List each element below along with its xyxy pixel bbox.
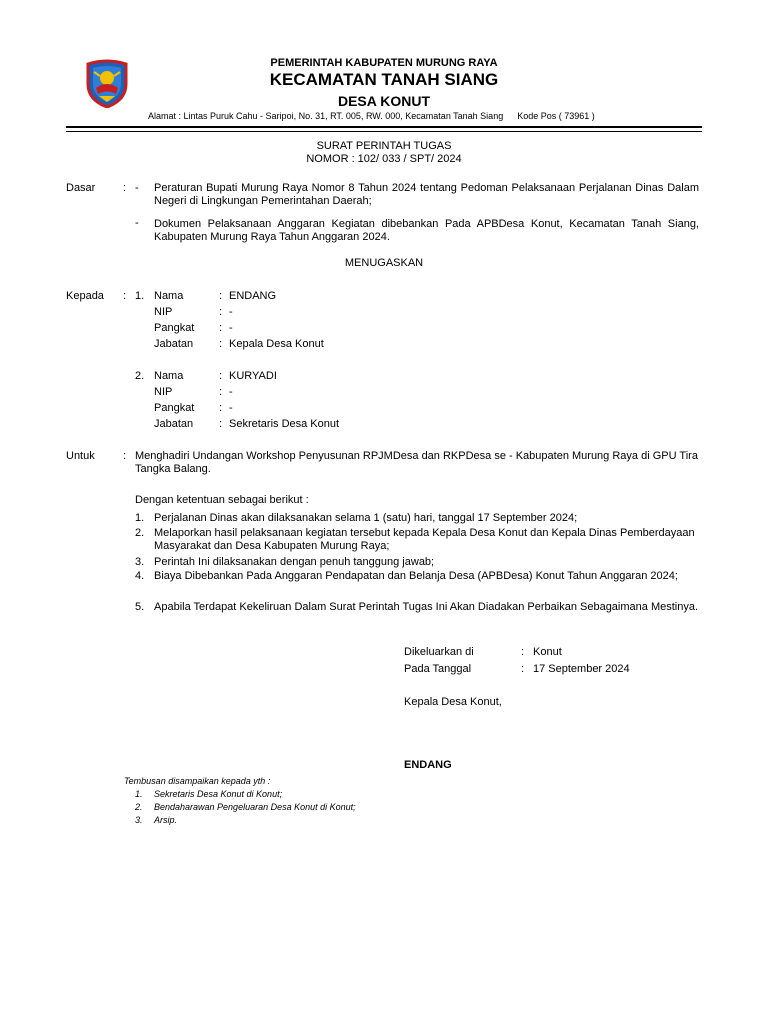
- person-field-colon: :: [219, 322, 223, 334]
- dasar-item-1: Peraturan Bupati Murung Raya Nomor 8 Tahun 2024 tentang Pedoman Pelaksanaan Perjalanan Dinas Dalam Negeri di Lingkungan Pemerintahan Daerah;: [154, 182, 699, 207]
- person-field-colon: :: [219, 306, 223, 318]
- condition-number: 1.: [135, 512, 145, 524]
- tembusan-number: 3.: [135, 815, 143, 825]
- tembusan-number: 1.: [135, 789, 143, 799]
- person-field-colon: :: [219, 386, 223, 398]
- condition-text: Perjalanan Dinas akan dilaksanakan selama 1 (satu) hari, tanggal 17 September 2024;: [154, 512, 578, 524]
- dasar-item-2: Dokumen Pelaksanaan Anggaran Kegiatan dibebankan Pada APBDesa Konut, Kecamatan Tanah Siang, Kabupaten Murung Raya Tahun Anggaran 2024.: [154, 218, 699, 243]
- person-field-colon: :: [219, 418, 223, 430]
- person-number: 2.: [135, 370, 145, 382]
- person-field-label: Nama: [154, 290, 184, 302]
- untuk-colon: :: [123, 450, 127, 462]
- signer-title: Kepala Desa Konut,: [404, 696, 502, 708]
- letterhead-address: Alamat : Lintas Puruk Cahu - Saripoi, No. 31, RT. 005, RW. 000, Kecamatan Tanah Siang: [148, 111, 504, 121]
- letter-number: NOMOR : 102/ 033 / SPT/ 2024: [306, 153, 462, 165]
- person-field-value: Sekretaris Desa Konut: [229, 418, 340, 430]
- letter-title: SURAT PERINTAH TUGAS: [316, 140, 452, 152]
- letterhead-village: DESA KONUT: [337, 93, 431, 109]
- tembusan-intro: Tembusan disampaikan kepada yth :: [124, 776, 271, 786]
- untuk-label: Untuk: [66, 450, 95, 462]
- person-field-colon: :: [219, 402, 223, 414]
- person-field-value: -: [229, 322, 233, 334]
- condition-number: 3.: [135, 556, 145, 568]
- menugaskan-heading: MENUGASKAN: [344, 257, 424, 269]
- tembusan-item: Sekretaris Desa Konut di Konut;: [154, 789, 283, 799]
- tembusan-item: Arsip.: [154, 815, 178, 825]
- person-field-value: ENDANG: [229, 290, 277, 302]
- person-field-label: Nama: [154, 370, 184, 382]
- issued-place-label: Dikeluarkan di: [404, 646, 474, 658]
- person-field-value: -: [229, 402, 233, 414]
- issued-place-colon: :: [521, 646, 525, 658]
- person-field-colon: :: [219, 290, 223, 302]
- condition-text: Apabila Terdapat Kekeliruan Dalam Surat Perintah Tugas Ini Akan Diadakan Perbaikan Sebagaimana Mestinya.: [154, 601, 699, 613]
- kepada-colon: :: [123, 290, 127, 302]
- person-number: 1.: [135, 290, 145, 302]
- letterhead-rule-thin: [66, 131, 702, 132]
- tembusan-item: Bendaharawan Pengeluaran Desa Konut di Konut;: [154, 802, 356, 812]
- person-field-value: KURYADI: [229, 370, 277, 382]
- letterhead-rule-thick: [66, 126, 702, 128]
- dasar-dash-1: -: [135, 182, 139, 194]
- condition-text: Melaporkan hasil pelaksanaan kegiatan tersebut kepada Kepala Desa Konut dan Kepala Dinas Pemberdayaan Masyarakat dan Desa Kabupaten Murung Raya;: [154, 527, 695, 552]
- conditions-intro: Dengan ketentuan sebagai berikut :: [135, 494, 309, 506]
- person-field-label: Jabatan: [154, 338, 194, 350]
- person-field-label: Pangkat: [154, 322, 195, 334]
- person-field-label: Jabatan: [154, 418, 194, 430]
- condition-text: Biaya Dibebankan Pada Anggaran Pendapatan dan Belanja Desa (APBDesa) Konut Tahun Anggaran 2024;: [154, 570, 678, 582]
- issued-date-value: 17 September 2024: [533, 663, 630, 675]
- person-field-value: -: [229, 386, 233, 398]
- letterhead-district: KECAMATAN TANAH SIANG: [269, 70, 499, 89]
- issued-place-value: Konut: [533, 646, 562, 658]
- dasar-colon: :: [123, 182, 127, 194]
- kepada-label: Kepada: [66, 290, 104, 302]
- person-field-value: Kepala Desa Konut: [229, 338, 324, 350]
- dasar-label: Dasar: [66, 182, 96, 194]
- signer-name: ENDANG: [404, 759, 452, 771]
- person-field-label: NIP: [154, 386, 173, 398]
- person-field-colon: :: [219, 338, 223, 350]
- letterhead-postal-code: Kode Pos ( 73961 ): [517, 111, 595, 121]
- condition-text: Perintah Ini dilaksanakan dengan penuh tanggung jawab;: [154, 556, 435, 568]
- dasar-dash-2: -: [135, 217, 139, 229]
- letterhead-government: PEMERINTAH KABUPATEN MURUNG RAYA: [270, 57, 498, 69]
- condition-number: 2.: [135, 527, 145, 539]
- person-field-value: -: [229, 306, 233, 318]
- letterhead-address-line: [148, 111, 595, 121]
- issued-date-colon: :: [521, 663, 525, 675]
- person-field-label: Pangkat: [154, 402, 195, 414]
- person-field-label: NIP: [154, 306, 173, 318]
- untuk-purpose: Menghadiri Undangan Workshop Penyusunan RPJMDesa dan RKPDesa se - Kabupaten Murung Raya di GPU Tira Tangka Balang.: [135, 450, 698, 475]
- tembusan-number: 2.: [135, 802, 143, 812]
- condition-number: 5.: [135, 601, 145, 613]
- person-field-colon: :: [219, 370, 223, 382]
- issued-date-label: Pada Tanggal: [404, 663, 472, 675]
- condition-number: 4.: [135, 570, 145, 582]
